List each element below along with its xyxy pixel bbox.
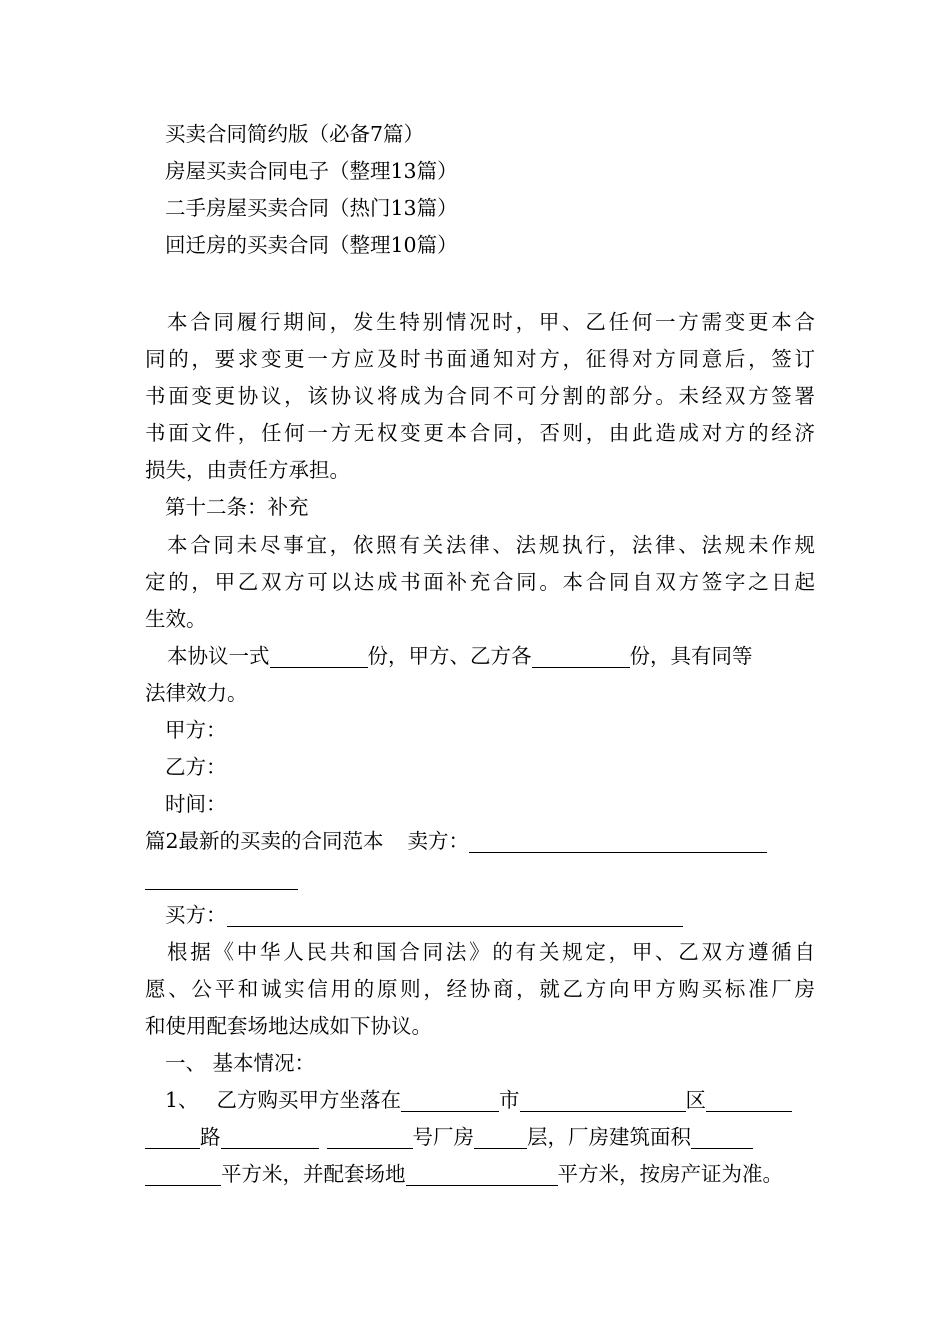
copies-line: [167, 638, 837, 675]
paragraph-line: 损失，由责任方承担。: [145, 458, 350, 482]
paragraph-line: 书面变更协议，该协议将成为合同不可分割的部分。未经双方签署: [145, 384, 815, 408]
party-a-label: 甲方：: [165, 718, 227, 742]
toc-item: 房屋买卖合同电子（整理13篇）: [165, 159, 458, 183]
toc-item: 回迁房的买卖合同（整理10篇）: [165, 233, 458, 257]
building-number-blank[interactable]: [327, 1124, 413, 1149]
floor-area-blank-continued[interactable]: [145, 1161, 221, 1186]
time-label: 时间：: [165, 792, 227, 816]
seller-label: 卖方：: [407, 829, 470, 853]
item-text: 市: [499, 1088, 520, 1112]
item-text: 乙方购买甲方坐落在: [216, 1088, 402, 1112]
section-heading: 一、 基本情况：: [165, 1051, 316, 1075]
article-title: 篇2最新的买卖的合同范本: [145, 829, 384, 853]
seller-blank-continued-line: [145, 860, 815, 897]
road-blank-continued[interactable]: [145, 1124, 200, 1149]
item-line: [145, 1119, 815, 1156]
paragraph-line: 同的，要求变更一方应及时书面通知对方，征得对方同意后，签订: [145, 347, 815, 371]
item-line: [145, 1156, 815, 1193]
copies-text: 份，具有同等: [629, 644, 753, 668]
site-area-blank[interactable]: [406, 1161, 558, 1186]
item-number: 1、: [165, 1088, 199, 1112]
paragraph-line: 本合同未尽事宜，依照有关法律、法规执行，法律、法规未作规: [167, 533, 815, 557]
paragraph-line: 本合同履行期间，发生特别情况时，甲、乙任何一方需变更本合: [167, 310, 815, 334]
item-text: 平方米，并配套场地: [221, 1162, 406, 1186]
item-text: 平方米，按房产证为准。: [557, 1162, 783, 1186]
item-text: 区: [685, 1088, 707, 1112]
city-blank[interactable]: [401, 1087, 499, 1112]
party-b-label: 乙方：: [165, 755, 227, 779]
district-blank[interactable]: [520, 1087, 686, 1112]
toc-item: 二手房屋买卖合同（热门13篇）: [165, 196, 458, 220]
item-text: 路: [200, 1125, 221, 1149]
paragraph-line: 愿、公平和诚实信用的原则，经协商，就乙方向甲方购买标准厂房: [145, 977, 815, 1001]
copies-each-blank[interactable]: [532, 643, 630, 668]
paragraph-line: 书面文件，任何一方无权变更本合同，否则，由此造成对方的经济: [145, 421, 815, 445]
road-number-blank[interactable]: [221, 1124, 319, 1149]
article-title-line: [145, 823, 815, 860]
paragraph-line: 根据《中华人民共和国合同法》的有关规定，甲、乙双方遵循自: [167, 940, 815, 964]
road-blank-start[interactable]: [706, 1087, 792, 1112]
copies-text: 份，甲方、乙方各: [367, 644, 532, 668]
toc-item: 买卖合同简约版（必备7篇）: [165, 122, 425, 146]
buyer-line: [165, 897, 835, 934]
floor-area-blank-start[interactable]: [691, 1124, 753, 1149]
copies-text: 本协议一式: [167, 644, 270, 668]
item-text: 号厂房: [412, 1125, 474, 1149]
paragraph-line: 生效。: [145, 607, 207, 631]
paragraph-line: 定的，甲乙双方可以达成书面补充合同。本合同自双方签字之日起: [145, 570, 815, 594]
clause-heading: 第十二条：补充: [165, 495, 309, 519]
copies-count-blank[interactable]: [270, 643, 368, 668]
item-line: [165, 1082, 835, 1119]
buyer-blank[interactable]: [227, 902, 683, 927]
seller-blank[interactable]: [469, 828, 767, 853]
item-text: 层，厂房建筑面积: [527, 1125, 691, 1149]
paragraph-line: 法律效力。: [145, 681, 248, 705]
paragraph-line: 和使用配套场地达成如下协议。: [145, 1014, 432, 1038]
buyer-label: 买方：: [165, 903, 227, 927]
floor-blank[interactable]: [474, 1124, 527, 1149]
seller-blank-continued[interactable]: [145, 865, 298, 890]
